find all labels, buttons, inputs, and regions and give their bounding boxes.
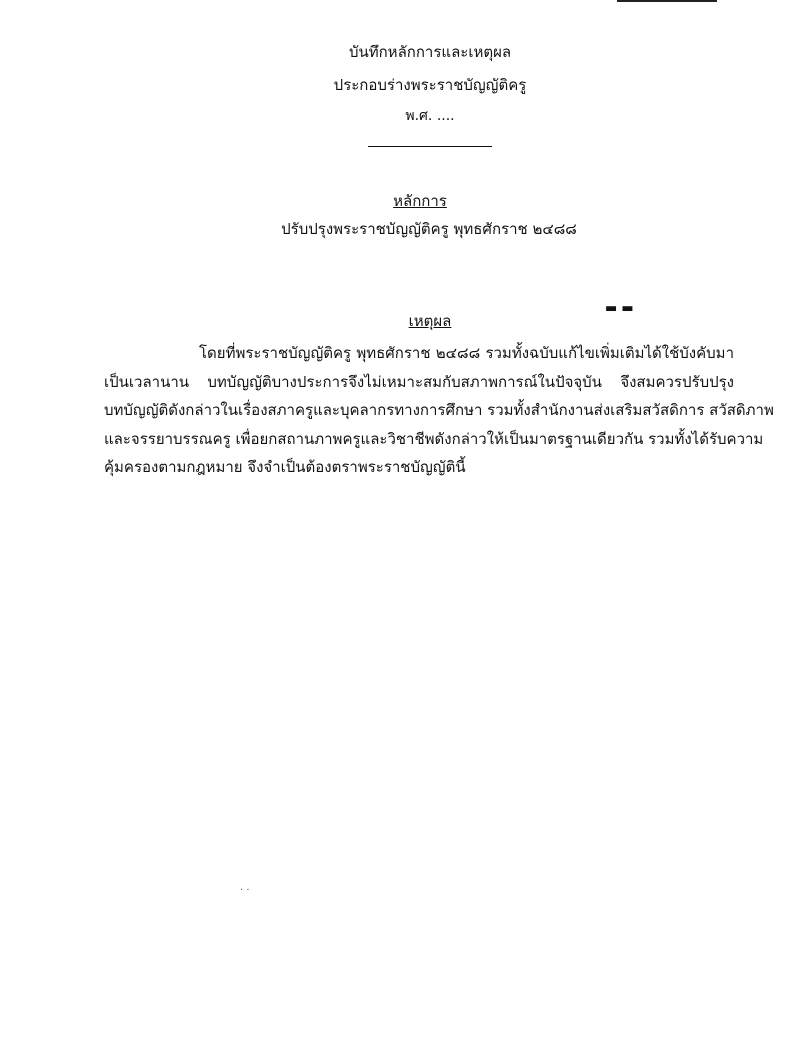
stray-dots: · ·	[240, 885, 250, 896]
principle-body: ปรับปรุงพระราชบัญญัติครู พุทธศักราช ๒๔๘๘	[281, 220, 577, 238]
corner-rule	[617, 0, 717, 2]
reason-line: คุ้มครองตามกฎหมาย จึงจำเป็นต้องตราพระราชบัญญัตินี้	[104, 458, 466, 476]
reason-line: และจรรยาบรรณครู เพื่อยกสถานภาพครูและวิชาชีพดังกล่าวให้เป็นมาตรฐานเดียวกัน รวมทั้งได้รับความ	[104, 429, 764, 448]
document-title: บันทึกหลักการและเหตุผล	[348, 43, 512, 61]
reason-line: โดยที่พระราชบัญญัติครู พุทธศักราช ๒๔๘๘ รวมทั้งฉบับแก้ไขเพิ่มเติมได้ใช้บังคับมา	[199, 344, 734, 362]
reason-line: เป็นเวลานาน บทบัญญัติบางประการจึงไม่เหมาะสมกับสภาพการณ์ในปัจจุบัน จึงสมควรปรับปรุง	[104, 372, 734, 391]
stray-mark: ▬ ▬	[605, 301, 634, 316]
principle-heading: หลักการ	[393, 192, 447, 210]
document-subtitle: ประกอบร่างพระราชบัญญัติครู	[333, 76, 527, 94]
title-divider	[368, 146, 492, 147]
reason-heading: เหตุผล	[408, 312, 452, 330]
reason-paragraph	[104, 339, 774, 482]
document-year: พ.ศ. ....	[405, 108, 455, 124]
reason-line: บทบัญญัติดังกล่าวในเรื่องสภาครูและบุคลากรทางการศึกษา รวมทั้งสำนักงานส่งเสริมสวัสดิการ สวัสดิภาพ	[104, 401, 774, 419]
